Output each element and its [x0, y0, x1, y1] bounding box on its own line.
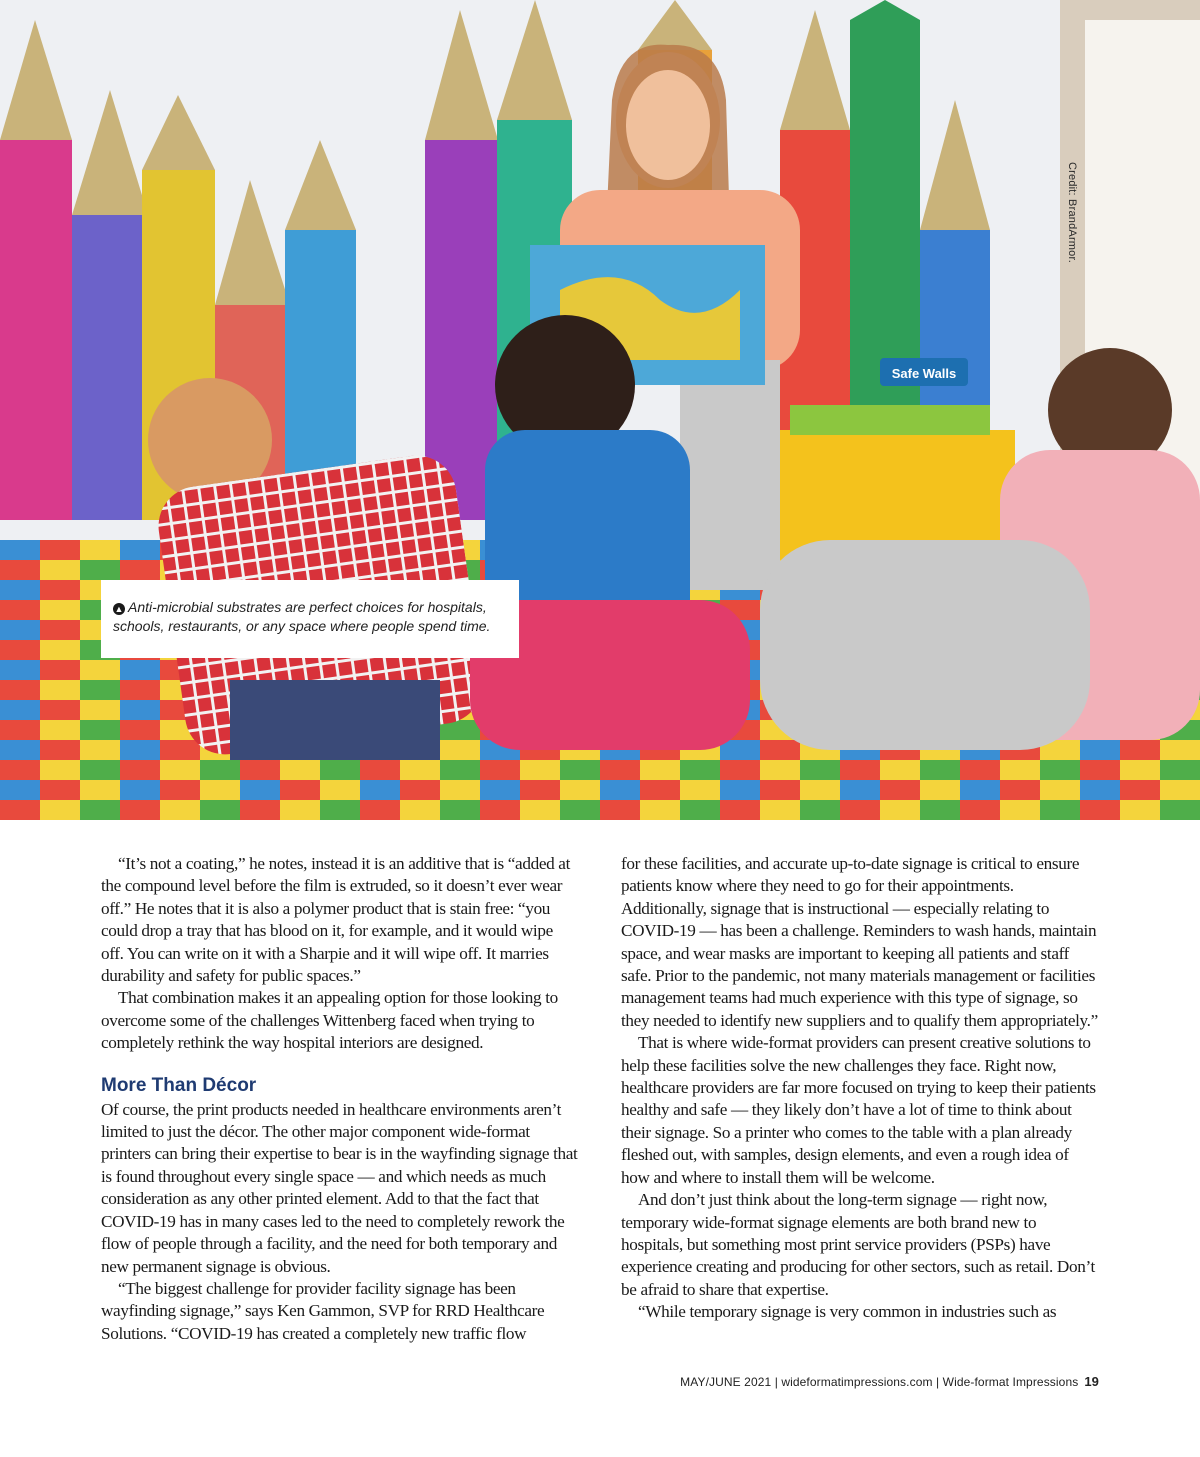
article-paragraph: That is where wide-format providers can present creative solutions to help these facilities solve the new challenges they face. Right now, healthcare providers are far more focused on trying to keep their patients healthy and safe — they likely don’t have a lot of time to think about their signage. So a printer who comes to the table with a plan already fleshed out, with samples, design elements, and even a rough idea of how and where to install them will be welcome. — [621, 1033, 1096, 1187]
article-paragraph: “While temporary signage is very common in industries such as — [638, 1302, 1057, 1322]
article-paragraph: “The biggest challenge for provider facility signage has been wayfinding signage,” says Ken Gammon, SVP for RRD Healthcare Solutions. “COVID-19 has created a completely new traffic flow — [101, 1278, 545, 1343]
page-number: 19 — [1084, 1374, 1099, 1389]
article-column-left — [101, 853, 579, 1345]
article-paragraph: That combination makes it an appealing option for those looking to overcome some of the challenges Wittenberg faced when trying to completely rethink the way hospital interiors are designed. — [101, 988, 558, 1053]
footer-text: MAY/JUNE 2021 | wideformatimpressions.com | Wide-format Impressions — [680, 1375, 1079, 1389]
article-paragraph: “It’s not a coating,” he notes, instead it is an additive that is “added at the compound level before the film is extruded, so it doesn’t ever wear off.” He notes that it is also a polymer product that is stain free: “you could drop a tray that has blood on it, for example, and it would wipe off. You can write on it with a Sharpie and it will wipe off. It marries durability and safety for public spaces.” — [101, 854, 570, 986]
article-paragraph: And don’t just think about the long-term signage — right now, temporary wide-format signage elements are both brand new to hospitals, but something most print service providers (PSPs) have experience creating and producing for other sectors, such as retail. Don’t be afraid to share that expertise. — [621, 1190, 1095, 1299]
photo-caption-text: Anti-microbial substrates are perfect choices for hospitals, schools, restaurants, or any space where people spend time. — [113, 599, 491, 634]
article-paragraph: for these facilities, and accurate up-to-date signage is critical to ensure patients know where they need to go for their appointments. Additionally, signage that is instructional — especially relating to COVID-19 — has been a challenge. Reminders to wash hands, maintain space, and wear masks are important to keeping all patients and staff safe. Prior to the pandemic, not many materials management or facilities management teams had much experience with this type of signage, so they needed to identify new suppliers and to qualify them appropriately.” — [621, 854, 1098, 1030]
photo-caption — [101, 580, 519, 658]
safe-walls-sign-text: Safe Walls — [891, 366, 957, 381]
section-heading: More Than Décor — [101, 1074, 257, 1096]
article-paragraph: Of course, the print products needed in healthcare environments aren’t limited to just the décor. The other major component wide-format printers can bring their expertise to bear is in the wayfinding signage that is found throughout every single space — and which needs as much consideration as any other printed element. Add to that the fact that COVID-19 has in many cases led to the need to completely rework the flow of people through a facility, and the need for both temporary and new permanent signage is obvious. — [101, 1099, 578, 1276]
up-arrow-circle-icon: ▲ — [114, 604, 124, 614]
page-footer — [680, 1374, 1099, 1389]
photo-credit: Credit: BrandArmor. — [1066, 162, 1078, 264]
article-column-right — [621, 853, 1099, 1324]
